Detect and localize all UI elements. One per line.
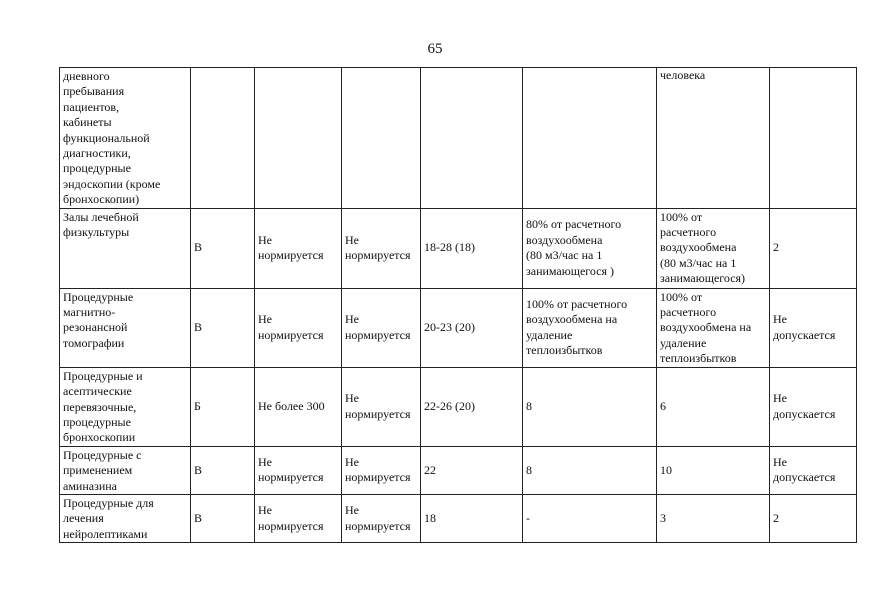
room-name-cell: Процедурные с применением аминазина bbox=[60, 446, 191, 494]
exhaust-cell: человека bbox=[657, 68, 770, 209]
temperature-cell: 22-26 (20) bbox=[421, 367, 523, 446]
exhaust-cell: 10 bbox=[657, 446, 770, 494]
supply-cell bbox=[523, 68, 657, 209]
cleanliness-cell: Не нормируется bbox=[255, 288, 342, 367]
cleanliness-cell: Не нормируется bbox=[255, 446, 342, 494]
table-row bbox=[60, 288, 857, 367]
class-cell: В bbox=[191, 446, 255, 494]
class-cell bbox=[191, 68, 255, 209]
room-name-cell: Процедурные и асептические перевязочные, процедурные бронхоскопии bbox=[60, 367, 191, 446]
room-name-cell: дневного пребывания пациентов, кабинеты функциональной диагностики, процедурные эндоскопии (кроме бронхоскопии) bbox=[60, 68, 191, 209]
class-cell: В bbox=[191, 494, 255, 542]
cleanliness-cell: Не нормируется bbox=[255, 208, 342, 288]
norm-cell: Не нормируется bbox=[342, 367, 421, 446]
norm-cell: Не нормируется bbox=[342, 494, 421, 542]
norm-cell: Не нормируется bbox=[342, 288, 421, 367]
supply-cell: 100% от расчетного воздухообмена на удаление теплоизбытков bbox=[523, 288, 657, 367]
room-name-cell: Процедурные магнитно- резонансной томографии bbox=[60, 288, 191, 367]
class-cell: В bbox=[191, 288, 255, 367]
exhaust-cell: 100% от расчетного воздухообмена (80 м3/час на 1 занимающегося) bbox=[657, 208, 770, 288]
requirements-table bbox=[59, 67, 857, 543]
recirculation-cell: 2 bbox=[770, 494, 857, 542]
table-row bbox=[60, 367, 857, 446]
norm-cell: Не нормируется bbox=[342, 208, 421, 288]
class-cell: Б bbox=[191, 367, 255, 446]
table-row bbox=[60, 208, 857, 288]
exhaust-cell: 3 bbox=[657, 494, 770, 542]
temperature-cell: 18-28 (18) bbox=[421, 208, 523, 288]
norm-cell bbox=[342, 68, 421, 209]
recirculation-cell: Не допускается bbox=[770, 288, 857, 367]
temperature-cell: 22 bbox=[421, 446, 523, 494]
supply-cell: 8 bbox=[523, 446, 657, 494]
page-number: 65 bbox=[427, 41, 443, 57]
recirculation-cell: Не допускается bbox=[770, 446, 857, 494]
class-cell: В bbox=[191, 208, 255, 288]
table-row bbox=[60, 68, 857, 209]
supply-cell: 80% от расчетного воздухообмена (80 м3/час на 1 занимающегося ) bbox=[523, 208, 657, 288]
table-row bbox=[60, 494, 857, 542]
supply-cell: 8 bbox=[523, 367, 657, 446]
table-row bbox=[60, 446, 857, 494]
cleanliness-cell bbox=[255, 68, 342, 209]
room-name-cell: Процедурные для лечения нейролептиками bbox=[60, 494, 191, 542]
recirculation-cell: 2 bbox=[770, 208, 857, 288]
recirculation-cell bbox=[770, 68, 857, 209]
room-name-cell: Залы лечебной физкультуры bbox=[60, 208, 191, 288]
supply-cell: - bbox=[523, 494, 657, 542]
cleanliness-cell: Не нормируется bbox=[255, 494, 342, 542]
cleanliness-cell: Не более 300 bbox=[255, 367, 342, 446]
exhaust-cell: 100% от расчетного воздухообмена на удаление теплоизбытков bbox=[657, 288, 770, 367]
recirculation-cell: Не допускается bbox=[770, 367, 857, 446]
exhaust-cell: 6 bbox=[657, 367, 770, 446]
norm-cell: Не нормируется bbox=[342, 446, 421, 494]
temperature-cell bbox=[421, 68, 523, 209]
temperature-cell: 20-23 (20) bbox=[421, 288, 523, 367]
temperature-cell: 18 bbox=[421, 494, 523, 542]
